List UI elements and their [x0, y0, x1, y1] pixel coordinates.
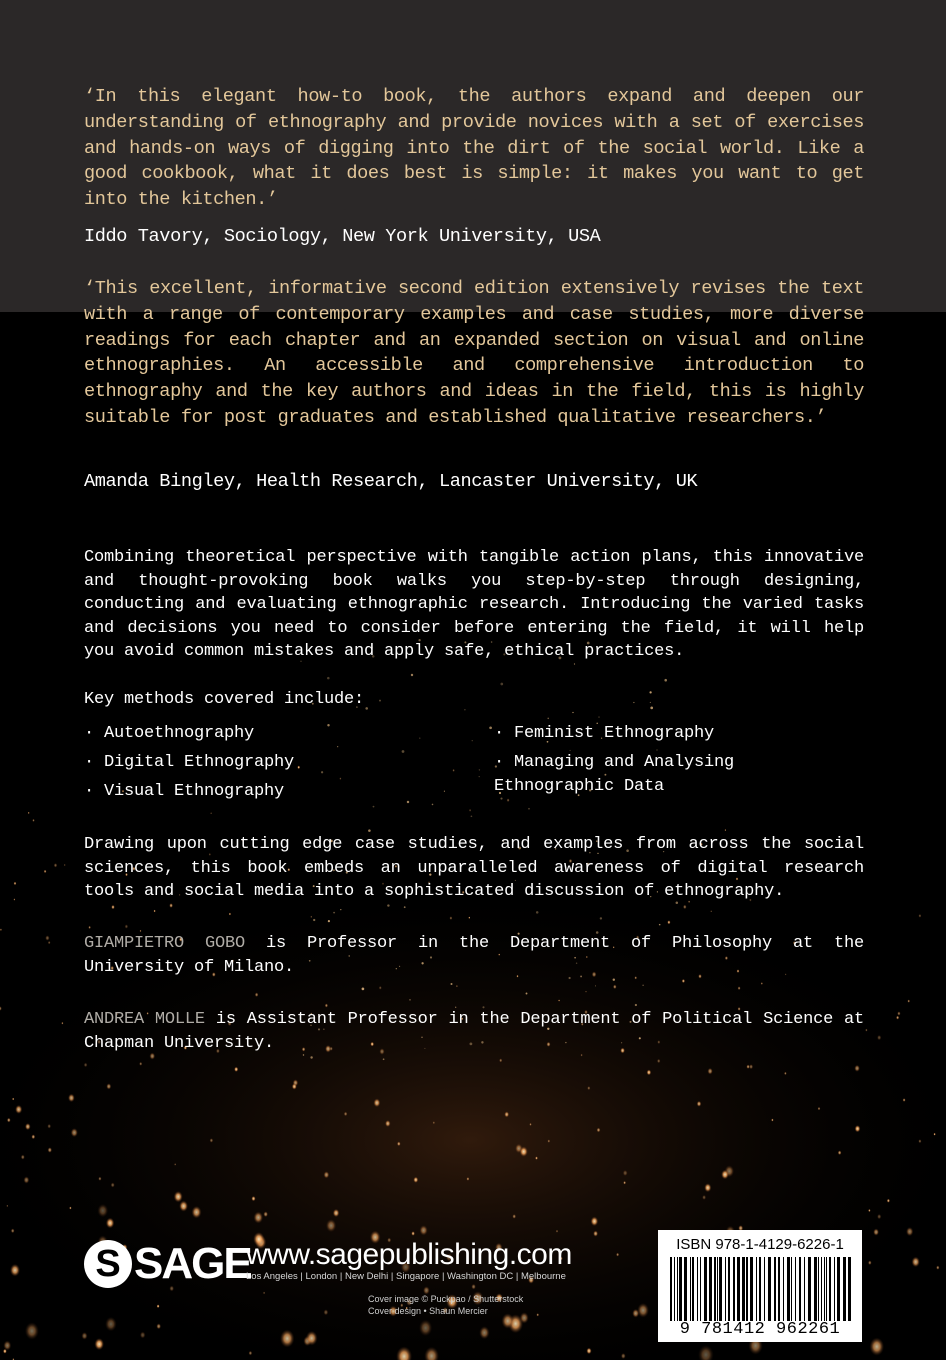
lantern: [229, 913, 231, 916]
barcode-bar: [742, 1257, 745, 1321]
lantern: [657, 1059, 660, 1063]
lantern: [535, 1156, 538, 1160]
review-attribution-2: Amanda Bingley, Health Research, Lancaster University, UK: [84, 471, 698, 492]
lantern-distant: [471, 815, 473, 817]
lantern: [918, 914, 921, 918]
barcode-bar: [759, 1257, 761, 1321]
barcode-bar: [843, 1257, 846, 1321]
lantern: [125, 924, 128, 928]
lantern: [613, 985, 617, 990]
lantern: [499, 1058, 502, 1062]
lantern: [292, 1083, 297, 1089]
lantern: [419, 1225, 427, 1235]
lantern-distant: [572, 712, 573, 713]
lantern: [7, 1118, 11, 1123]
barcode-bar: [791, 1257, 792, 1321]
barcode-bar: [808, 1257, 811, 1321]
lantern: [169, 903, 173, 908]
lantern: [647, 1069, 652, 1075]
lantern: [192, 1206, 202, 1219]
barcode-bar: [719, 1257, 722, 1321]
barcode-bar: [826, 1257, 827, 1321]
lantern: [44, 870, 47, 873]
lantern: [111, 905, 115, 909]
lantern-distant: [635, 1004, 637, 1006]
lantern: [749, 1064, 753, 1069]
lantern: [13, 898, 15, 900]
publisher-url: www.sagepublishing.com: [246, 1238, 572, 1271]
barcode-bar: [717, 1257, 718, 1321]
author-bio-text: is Assistant Professor in the Department of Political Science at Chapman University.: [84, 1010, 864, 1053]
lantern: [0, 928, 2, 931]
lantern: [818, 1107, 821, 1110]
lantern: [6, 1205, 8, 1207]
cover-image-credit: Cover image © Puckpao / Shutterstock: [368, 1294, 524, 1304]
method-item: · Digital Ethnography: [84, 753, 295, 772]
lantern: [702, 1195, 706, 1200]
lantern-distant: [479, 769, 480, 770]
lantern: [105, 1317, 117, 1332]
lantern: [903, 1098, 906, 1102]
lantern: [637, 1303, 649, 1318]
lantern: [449, 916, 452, 920]
barcode-bar: [783, 1257, 784, 1321]
lantern-distant: [500, 683, 503, 686]
lantern-distant: [387, 904, 389, 906]
review-quote-1: ‘In this elegant how-to book, the authors expand and deepen our understanding of ethnography and provide novices with a set of exercises and hands-on ways of digging into the dirt of the social world. Like a good cookbook, what it does best is simple: it makes you want to get into the kitchen.’: [84, 86, 864, 211]
lantern: [897, 1011, 900, 1015]
barcode-bar: [697, 1257, 698, 1321]
methods-intro: Key methods covered include:: [84, 690, 365, 709]
lantern: [721, 1170, 729, 1180]
lantern-distant: [528, 808, 530, 810]
lantern: [94, 1338, 104, 1350]
lantern: [683, 905, 687, 910]
barcode-bar: [756, 1257, 757, 1321]
review-quote-2: ‘This excellent, informative second edition extensively revises the text with a range of contemporary examples and case studies, more diverse readings for each chapter and an expanded section on visual and online ethnographies. An accessible and comprehensive introduction to ethnography and the key authors and ideas in the field, this is highly suitable for post graduates and established qualitative researchers.’: [84, 278, 864, 428]
lantern: [106, 1083, 111, 1089]
sage-logo-wordmark: SAGE: [134, 1239, 251, 1288]
lantern: [21, 1155, 25, 1160]
lantern-distant: [337, 746, 338, 747]
lantern-distant: [327, 724, 329, 726]
lantern: [14, 882, 17, 886]
lantern: [855, 1125, 861, 1132]
lantern: [591, 1216, 599, 1226]
barcode-bar: [677, 1257, 678, 1321]
lantern: [585, 991, 587, 993]
barcode-bar: [818, 1257, 819, 1321]
lantern: [31, 1134, 35, 1139]
lantern: [761, 982, 763, 985]
lantern: [3, 1340, 11, 1350]
lantern: [616, 1253, 619, 1257]
lantern: [433, 1121, 435, 1124]
lantern-distant: [368, 829, 371, 832]
barcode-bar: [778, 1257, 780, 1321]
lantern: [468, 917, 470, 919]
lantern: [707, 1068, 712, 1075]
book-description: Combining theoretical perspective with tangible action plans, this innovative and thought-provoking book walks you step-by-step through designing, conducting and evaluating ethnographic research. Introducing the varied tasks and decisions you need to consider before entering the field, it will help you avoid common mistakes and apply safe, ethical practices.: [84, 548, 864, 662]
lantern: [106, 1218, 115, 1229]
lantern: [64, 864, 66, 866]
lantern: [911, 1257, 919, 1268]
lantern-distant: [600, 917, 602, 919]
lantern: [623, 1170, 628, 1176]
barcode-bars: [668, 1257, 852, 1321]
lantern: [471, 1284, 475, 1290]
lantern: [710, 910, 712, 912]
lantern: [558, 999, 560, 1001]
barcode-bar: [684, 1257, 687, 1321]
lantern-distant: [313, 919, 315, 921]
lantern: [11, 1228, 15, 1233]
author-bio-2: [84, 1008, 864, 1055]
lantern: [724, 829, 726, 831]
barcode-bar: [829, 1257, 831, 1321]
lantern: [12, 1098, 14, 1101]
lantern: [0, 1006, 2, 1011]
lantern: [61, 1022, 63, 1025]
lantern: [263, 1211, 268, 1217]
lantern: [263, 1292, 265, 1295]
review-attribution-1: Iddo Tavory, Sociology, New York University, USA: [84, 226, 601, 247]
lantern: [306, 1331, 318, 1346]
lantern: [623, 1181, 626, 1184]
lantern: [877, 1214, 881, 1219]
lantern: [411, 1231, 415, 1236]
lantern-distant: [444, 791, 445, 792]
lantern: [452, 769, 454, 772]
lantern: [157, 1304, 160, 1308]
lantern: [502, 1313, 514, 1328]
lantern: [413, 1177, 418, 1183]
lantern: [621, 1353, 626, 1359]
lantern-distant: [407, 801, 409, 803]
lantern: [896, 1016, 899, 1020]
barcode-bar: [764, 1257, 765, 1321]
lantern: [918, 1139, 921, 1143]
lantern-distant: [404, 906, 406, 908]
lantern: [140, 1332, 146, 1339]
barcode-bar: [674, 1257, 675, 1321]
lantern: [23, 1176, 29, 1183]
lantern: [854, 1065, 860, 1072]
lantern: [10, 1264, 20, 1277]
lantern: [156, 1323, 161, 1329]
lantern: [54, 863, 58, 867]
lantern: [98, 1177, 101, 1181]
lantern-distant: [373, 806, 375, 808]
author-bio-1: [84, 932, 864, 979]
barcode-bar: [690, 1257, 691, 1321]
lantern: [68, 1094, 75, 1102]
author-bio-text: is Professor in the Department of Philosophy at the University of Milano.: [84, 934, 864, 977]
lantern: [838, 1150, 842, 1155]
lantern: [297, 766, 300, 770]
lantern: [556, 1230, 558, 1233]
lantern: [249, 1351, 253, 1356]
lantern: [865, 1029, 867, 1032]
barcode-bar: [733, 1257, 735, 1321]
lantern: [529, 1123, 531, 1126]
lantern: [520, 1312, 529, 1323]
lantern: [333, 1209, 340, 1217]
lantern: [536, 1313, 539, 1316]
barcode-bar: [704, 1257, 707, 1321]
method-item: · Autoethnography: [84, 724, 255, 743]
lantern: [48, 1147, 52, 1153]
lantern: [868, 1260, 872, 1265]
lantern: [84, 1063, 88, 1068]
lantern: [69, 1206, 71, 1209]
lantern: [479, 1326, 489, 1339]
lantern-distant: [362, 988, 365, 991]
lantern: [25, 1322, 39, 1340]
lantern-distant: [472, 740, 473, 741]
lantern: [593, 1231, 598, 1237]
barcode-bar: [834, 1257, 835, 1321]
lantern: [373, 1098, 380, 1107]
lantern: [210, 812, 211, 814]
isbn-barcode: [658, 1230, 862, 1342]
lantern: [88, 926, 91, 929]
lantern-distant: [547, 718, 548, 719]
lantern: [704, 1183, 711, 1192]
lantern: [71, 1128, 78, 1137]
lantern: [519, 1146, 527, 1157]
lantern: [325, 1003, 328, 1007]
lantern: [547, 1139, 550, 1142]
barcode-bar: [692, 1257, 694, 1321]
cover-design-credit: Cover design • Shaun Mercier: [368, 1306, 488, 1316]
lantern: [280, 1330, 294, 1348]
lantern-distant: [327, 677, 330, 680]
lantern-distant: [333, 912, 335, 914]
barcode-bar: [714, 1257, 716, 1321]
isbn-label: ISBN 978-1-4129-6226-1: [676, 1236, 844, 1253]
lantern: [48, 941, 51, 944]
lantern-distant: [321, 771, 323, 773]
lantern: [466, 1177, 469, 1181]
lantern: [507, 798, 510, 802]
barcode-bar: [670, 1257, 672, 1321]
lantern: [682, 979, 685, 983]
sage-logo: [84, 1238, 251, 1290]
barcode-bar: [787, 1257, 790, 1321]
barcode-bar: [824, 1257, 825, 1321]
lantern: [97, 1204, 108, 1218]
lantern-distant: [419, 737, 420, 738]
isbn-digits: 9 781412 962261: [679, 1320, 841, 1339]
closing-paragraph: Drawing upon cutting edge case studies, and examples from across the social sciences, this book embeds an unparalleled awareness of digital research tools and social media into a sophisticated discussion of ethnography.: [84, 835, 864, 902]
lantern: [873, 1228, 879, 1235]
lantern-distant: [450, 983, 452, 985]
lantern: [326, 1219, 336, 1232]
barcode-bar: [795, 1257, 796, 1321]
lantern-distant: [432, 804, 434, 806]
lantern: [81, 1332, 87, 1340]
lantern: [586, 1348, 591, 1355]
lantern: [15, 1105, 22, 1114]
barcode-bar: [774, 1257, 776, 1321]
lantern: [933, 1133, 935, 1136]
lantern: [784, 1072, 787, 1075]
barcode-bar: [679, 1257, 682, 1321]
lantern: [504, 1111, 509, 1117]
method-item: · Feminist Ethnography: [494, 724, 715, 743]
lantern: [324, 1309, 329, 1315]
lantern: [174, 1191, 183, 1202]
lantern: [868, 1209, 870, 1212]
barcode-bar: [848, 1257, 851, 1321]
barcode-bar: [700, 1257, 701, 1321]
barcode-bar: [750, 1257, 753, 1321]
lantern: [47, 1124, 51, 1129]
lantern-distant: [642, 985, 643, 986]
barcode-bar: [709, 1257, 712, 1321]
lantern: [907, 999, 910, 1002]
lantern: [139, 1062, 142, 1066]
lantern: [310, 916, 312, 919]
lantern-distant: [595, 985, 596, 986]
method-item: · Visual Ethnography: [84, 782, 285, 801]
barcode-bar: [799, 1257, 801, 1321]
lantern-distant: [479, 776, 480, 777]
lantern: [870, 1338, 885, 1356]
author-name: ANDREA MOLLE: [84, 1010, 205, 1029]
barcode-bar: [737, 1257, 740, 1321]
lantern: [397, 1141, 401, 1146]
lantern: [179, 1201, 188, 1212]
lantern-distant: [409, 999, 410, 1000]
lantern: [469, 809, 471, 812]
lantern: [28, 812, 30, 814]
lantern: [210, 1138, 214, 1142]
lantern-distant: [340, 909, 341, 910]
lantern: [512, 1214, 516, 1219]
lantern: [251, 1196, 255, 1201]
lantern-distant: [598, 717, 599, 718]
lantern: [174, 1163, 176, 1166]
barcode-bar: [804, 1257, 805, 1321]
lantern: [877, 1035, 881, 1040]
lantern-distant: [489, 726, 492, 729]
lantern: [25, 1123, 31, 1130]
barcode-bar: [768, 1257, 771, 1321]
publisher-cities: Los Angeles | London | New Delhi | Singapore | Washington DC | Melbourne: [246, 1271, 566, 1282]
lantern: [936, 1266, 939, 1270]
lantern-distant: [310, 1056, 312, 1058]
lantern: [339, 777, 341, 780]
lantern: [111, 1182, 115, 1187]
lantern: [597, 1128, 601, 1133]
lantern: [254, 1212, 264, 1224]
author-name: GIAMPIETRO GOBO: [84, 934, 246, 953]
barcode-bar: [746, 1257, 748, 1321]
lantern: [234, 1067, 238, 1072]
lantern: [738, 986, 741, 990]
lantern: [255, 992, 259, 997]
lantern: [887, 1199, 890, 1203]
lantern: [379, 986, 382, 990]
lantern: [324, 1171, 330, 1178]
lantern-distant: [659, 924, 661, 926]
lantern: [344, 1112, 348, 1117]
lantern: [771, 1118, 773, 1121]
lantern: [587, 1086, 590, 1090]
lantern-distant: [402, 750, 405, 753]
lantern: [697, 1101, 702, 1107]
lantern: [154, 910, 156, 913]
lantern: [32, 819, 34, 822]
lantern-distant: [411, 674, 413, 676]
lantern-distant: [383, 1058, 385, 1060]
lantern-distant: [328, 920, 330, 922]
barcode-bar: [725, 1257, 726, 1321]
lantern: [456, 985, 458, 987]
barcode-bar: [837, 1257, 840, 1321]
lantern-distant: [664, 679, 667, 682]
sage-logo-icon: S: [84, 1240, 132, 1288]
method-item: · Managing and Analysing Ethnographic Data: [494, 753, 735, 796]
barcode-bar: [821, 1257, 822, 1321]
lantern: [385, 1120, 391, 1127]
lantern: [667, 920, 670, 924]
lantern: [45, 935, 49, 940]
barcode-bar: [728, 1257, 730, 1321]
barcode-bar: [814, 1257, 817, 1321]
lantern: [419, 1320, 432, 1337]
lantern: [906, 1227, 913, 1236]
lantern-distant: [536, 911, 539, 914]
lantern-distant: [526, 993, 528, 995]
